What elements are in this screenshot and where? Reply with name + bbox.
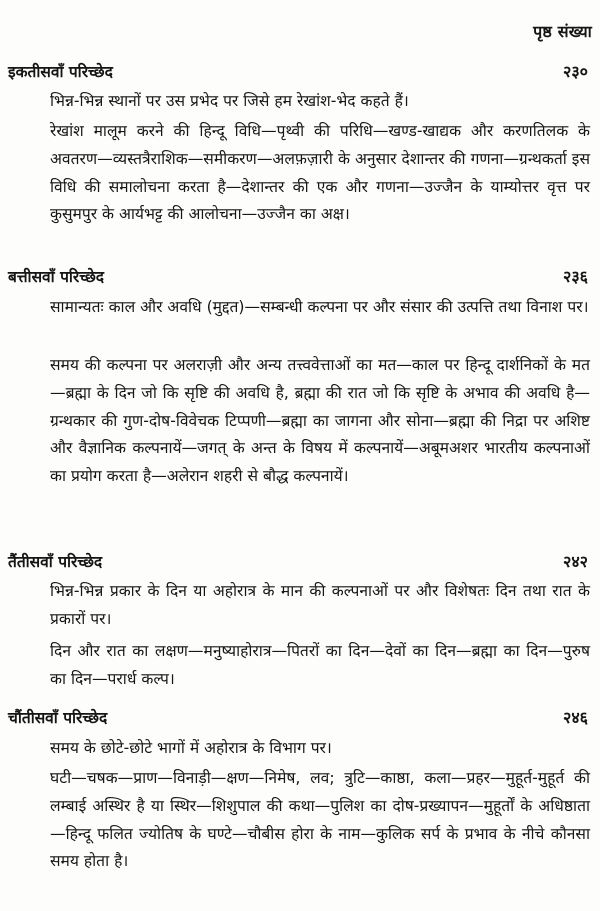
chapter-page-number: २४२ xyxy=(563,552,588,571)
chapter-summary: समय के छोटे-छोटे भागों में अहोरात्र के विभाग पर। xyxy=(50,739,332,757)
page-number-column-header: पृष्ठ संख्या xyxy=(533,22,592,41)
chapter-page-number: २३६ xyxy=(563,267,588,286)
chapter-page-number: २४६ xyxy=(563,708,588,727)
chapter-contents: दिन और रात का लक्षण—मनुष्याहोरात्र—पितरों का दिन—देवों का दिन—ब्रह्मा का दिन—पुरुष का दिन—परार्ध कल्प। xyxy=(50,642,590,688)
chapter-contents: समय की कल्पना पर अलराज़ी और अन्य तत्त्ववेत्ताओं का मत—काल पर हिन्दू दार्शनिकों के मत—ब्रह्मा के दिन जो कि सृष्टि की अवधि है, ब्रह्मा की रात जो कि सृष्टि के अभाव की अवधि है—ग्रन्थकार की गुण-दोष-विवेचक टिप्पणी—ब्रह्मा का जागना और सोना—ब्रह्मा की निद्रा पर अशिष्ट और वैज्ञानिक कल्पनायें—जगत् के अन्त के विषय में कल्पनायें—अबूमअशर भारतीय कल्पनाओं का प्रयोग करता है—अलेरान शहरी से बौद्ध कल्पनायें। xyxy=(50,356,590,486)
chapter-heading: इकतीसवाँ परिच्छेद xyxy=(8,63,113,81)
chapter-heading: तैंतीसवाँ परिच्छेद xyxy=(8,553,103,571)
chapter-heading: चौंतीसवाँ परिच्छेद xyxy=(8,709,108,727)
chapter-page-number: २३० xyxy=(563,62,588,81)
chapter-heading: बत्तीसवाँ परिच्छेद xyxy=(8,268,105,286)
chapter-summary: भिन्न-भिन्न प्रकार के दिन या अहोरात्र के मान की कल्पनाओं पर और विशेषतः दिन तथा रात के प्रकारों पर। xyxy=(50,582,590,628)
chapter-contents: घटी—चषक—प्राण—विनाड़ी—क्षण—निमेष, लव; त्रुटि—काष्ठा, कला—प्रहर—मुहूर्त-मुहूर्त की लम्बाई अस्थिर है या स्थिर—शिशुपाल की कथा—पुलिश का दोष-प्रख्यापन—मुहूर्तों के अधिष्ठाता—हिन्दू फलित ज्योतिष के घण्टे—चौबीस होरा के नाम—कुलिक सर्प के प्रभाव के नीचे कौनसा समय होता है। xyxy=(50,769,590,871)
chapter-contents: रेखांश मालूम करने की हिन्दू विधि—पृथ्वी की परिधि—खण्ड-खाद्यक और करणतिलक के अवतरण—व्यस्तत्रैराशिक—समीकरण—अलफ़ज़ारी के अनुसार देशान्तर की गणना—ग्रन्थकर्ता इस विधि की समालोचना करता है—देशान्तर की एक और गणना—उज्जैन के याम्योत्तर वृत्त पर कुसुमपुर के आर्यभट्ट की आलोचना—उज्जैन का अक्ष। xyxy=(50,122,590,224)
chapter-summary: सामान्यतः काल और अवधि (मुद्दत)—सम्बन्धी कल्पना पर और संसार की उत्पत्ति तथा विनाश पर। xyxy=(50,298,589,316)
chapter-summary: भिन्न-भिन्न स्थानों पर उस प्रभेद पर जिसे हम रेखांश-भेद कहते हैं। xyxy=(50,92,409,110)
